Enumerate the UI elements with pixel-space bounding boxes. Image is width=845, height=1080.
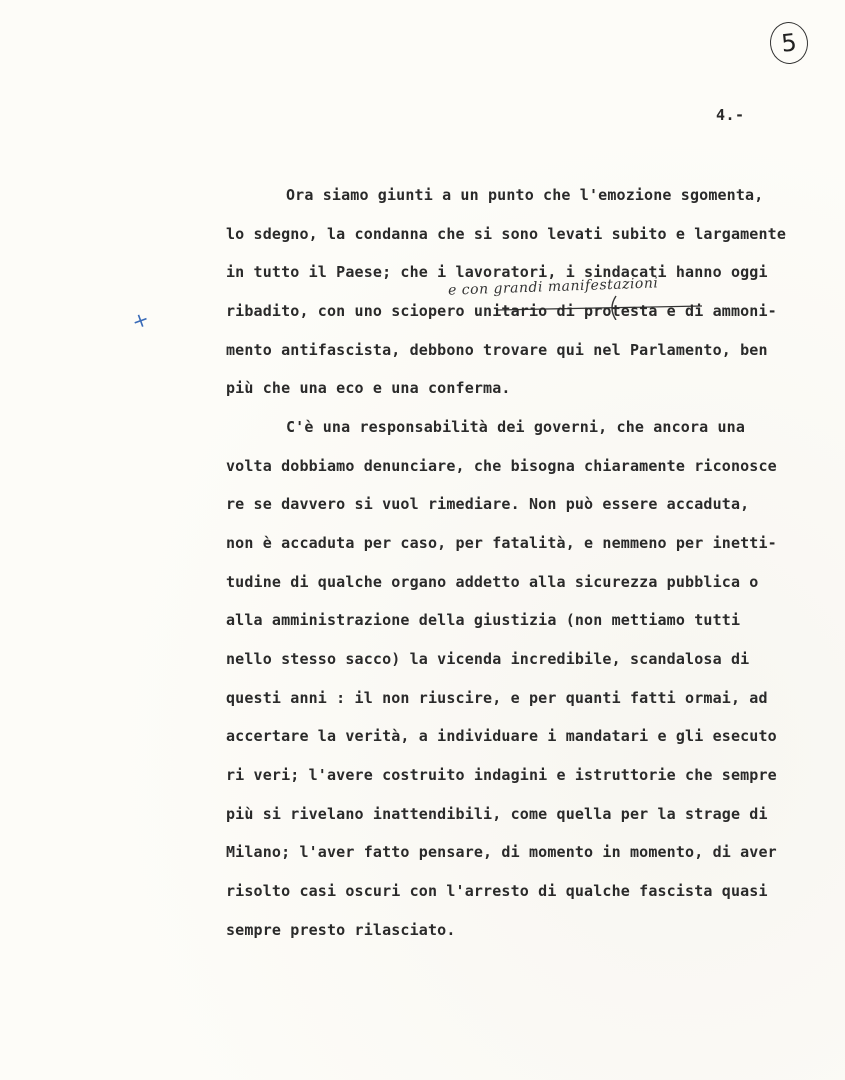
page-number: 4.- bbox=[716, 106, 745, 124]
paragraph1-line-4: ribadito, con uno sciopero unitario di protesta e di ammoni- bbox=[226, 302, 777, 320]
paragraph1-line-3: in tutto il Paese; che i lavoratori, i sindacati hanno oggi bbox=[226, 263, 768, 281]
paragraph2-line-9: accertare la verità, a individuare i mandatari e gli esecuto bbox=[226, 727, 777, 745]
paragraph1-line-2: lo sdegno, la condanna che si sono levati subito e largamente bbox=[226, 225, 787, 243]
circled-page-stamp bbox=[768, 20, 810, 66]
paragraph1-line-5: mento antifascista, debbono trovare qui nel Parlamento, ben bbox=[226, 341, 768, 359]
paragraph2-line-10: ri veri; l'avere costruito indagini e istruttorie che sempre bbox=[226, 766, 777, 784]
paragraph2-line-2: volta dobbiamo denunciare, che bisogna chiaramente riconosce bbox=[226, 457, 777, 475]
paragraph2-line-8: questi anni : il non riuscire, e per quanti fatti ormai, ad bbox=[226, 689, 768, 707]
paragraph2-line-13: risolto casi oscuri con l'arresto di qualche fascista quasi bbox=[226, 882, 768, 900]
page-stamp-number: 5 bbox=[779, 28, 799, 58]
handwritten-insertion: e con grandi manifestazioni bbox=[447, 275, 659, 299]
paragraph1-line-6: più che una eco e una conferma. bbox=[226, 379, 511, 397]
paragraph2-line-6: alla amministrazione della giustizia (non mettiamo tutti bbox=[226, 611, 741, 629]
margin-cross-mark: + bbox=[128, 305, 153, 335]
paragraph1-line-1: Ora siamo giunti a un punto che l'emozione sgomenta, bbox=[286, 186, 764, 204]
paragraph2-line-14: sempre presto rilasciato. bbox=[226, 921, 456, 939]
paragraph2-line-1: C'è una responsabilità dei governi, che ancora una bbox=[286, 418, 746, 436]
paragraph2-line-11: più si rivelano inattendibili, come quella per la strage di bbox=[226, 805, 768, 823]
paragraph2-line-5: tudine di qualche organo addetto alla sicurezza pubblica o bbox=[226, 573, 759, 591]
paragraph2-line-12: Milano; l'aver fatto pensare, di momento in momento, di aver bbox=[226, 843, 777, 861]
paragraph2-line-7: nello stesso sacco) la vicenda incredibile, scandalosa di bbox=[226, 650, 750, 668]
paragraph2-line-4: non è accaduta per caso, per fatalità, e nemmeno per inetti- bbox=[226, 534, 777, 552]
paragraph2-line-3: re se davvero si vuol rimediare. Non può essere accaduta, bbox=[226, 495, 750, 513]
